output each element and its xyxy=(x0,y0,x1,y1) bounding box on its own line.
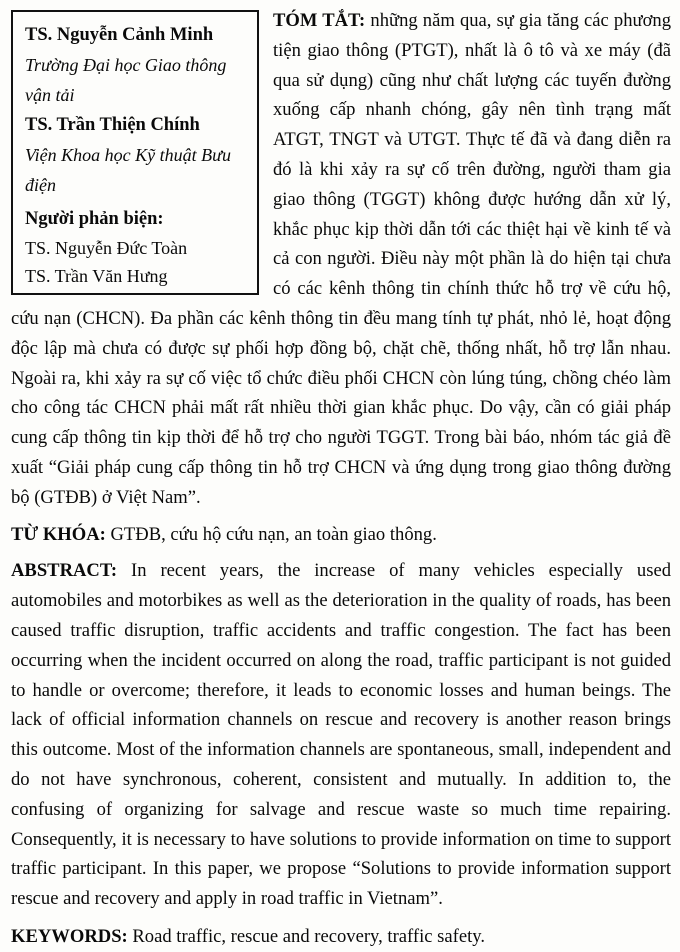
author-2-name: TS. Trần Thiện Chính xyxy=(25,115,200,135)
vietnamese-abstract-text: những năm qua, sự gia tăng các phương tiện giao thông (PTGT), nhất là ô tô và xe máy (đã qua sử dụng) cũng như chất lượng các tuyến đường xuống cấp nhanh chóng, gây nên tình trạng mất ATGT, TNGT và UTGT. Thực tế đã và đang diễn ra đó là khi xảy ra sự cố trên đường, người tham gia giao thông (TGGT) không được hướng dẫn xử lý, khắc phục kịp thời dẫn tới các thiệt hại về kinh tế và cả con người. Điều này một phần là do hiện tại chưa có các kênh thông tin chính thức hỗ trợ về cứu hộ, cứu nạn (CHCN). xyxy=(11,10,671,329)
reviewer-2-name: TS. Trần Văn Hưng xyxy=(25,266,168,286)
vietnamese-abstract-label: TÓM TẮT: xyxy=(273,10,366,31)
reviewers-heading: Người phản biện: xyxy=(25,209,164,229)
vietnamese-keywords-paragraph xyxy=(0,520,680,550)
vietnamese-keywords-text: GTĐB, cứu hộ cứu nạn, an toàn giao thông. xyxy=(105,523,437,545)
english-abstract-text: In recent years, the increase of many vehicles especially used automobiles and motorbikes as well as the deterioration in the quality of roads, has been caused traffic disruption, traffic accidents and traffic congestion. The fact has been occurring when the incident occurred on along the road, traffic participant is not guided to handle or overcome; therefore, it leads to economic losses and human beings. The lack of official information channels on rescue and recovery is another reason brings this outcome. Most of the information channels are spontaneous, small, independent and do not have synchronous, coherent, consistent and mutually. In addition to, the confusing of organizing for salvage and rescue waste so much time repairing. Consequently, it is necessary to have solutions to provide information on time to support traffic participant. In this paper, we propose “Solutions to provide information support rescue and recovery and apply in road traffic in Vietnam”. xyxy=(11,560,671,910)
author-info-box xyxy=(11,10,259,295)
reviewer-1-name: TS. Nguyễn Đức Toàn xyxy=(25,238,188,258)
vietnamese-keywords-label: TỪ KHÓA: xyxy=(11,523,106,545)
english-abstract-paragraph xyxy=(0,556,680,914)
vietnamese-abstract-text-continued: Đa phần các kênh thông tin đều mang tính tự phát, nhỏ lẻ, hoạt động độc lập mà chưa có được sự phối hợp đồng bộ, chặt chẽ, thống nhất, hỗ trợ lẫn nhau. Ngoài ra, khi xảy ra sự cố việc tổ chức điều phối CHCN còn lúng túng, chồng chéo làm cho công tác CHCN phải mất rất nhiều thời gian khắc phục. Do vậy, cần có giải pháp cung cấp thông tin kịp thời để hỗ trợ cho người TGGT. Trong bài báo, nhóm tác giả đề xuất “Giải pháp cung cấp thông tin hỗ trợ CHCN và ứng dụng trong giao thông đường bộ (GTĐB) ở Việt Nam”. xyxy=(11,307,671,508)
english-abstract-label: ABSTRACT: xyxy=(11,560,118,582)
author-1-name: TS. Nguyễn Cảnh Minh xyxy=(25,25,214,45)
author-1-affiliation: Trường Đại học Giao thông vận tải xyxy=(25,55,227,105)
english-keywords-paragraph xyxy=(0,922,680,952)
english-keywords-label: KEYWORDS: xyxy=(11,925,128,947)
english-keywords-text: Road traffic, rescue and recovery, traffic safety. xyxy=(127,925,485,947)
author-2-affiliation: Viện Khoa học Kỹ thuật Bưu điện xyxy=(25,145,231,195)
